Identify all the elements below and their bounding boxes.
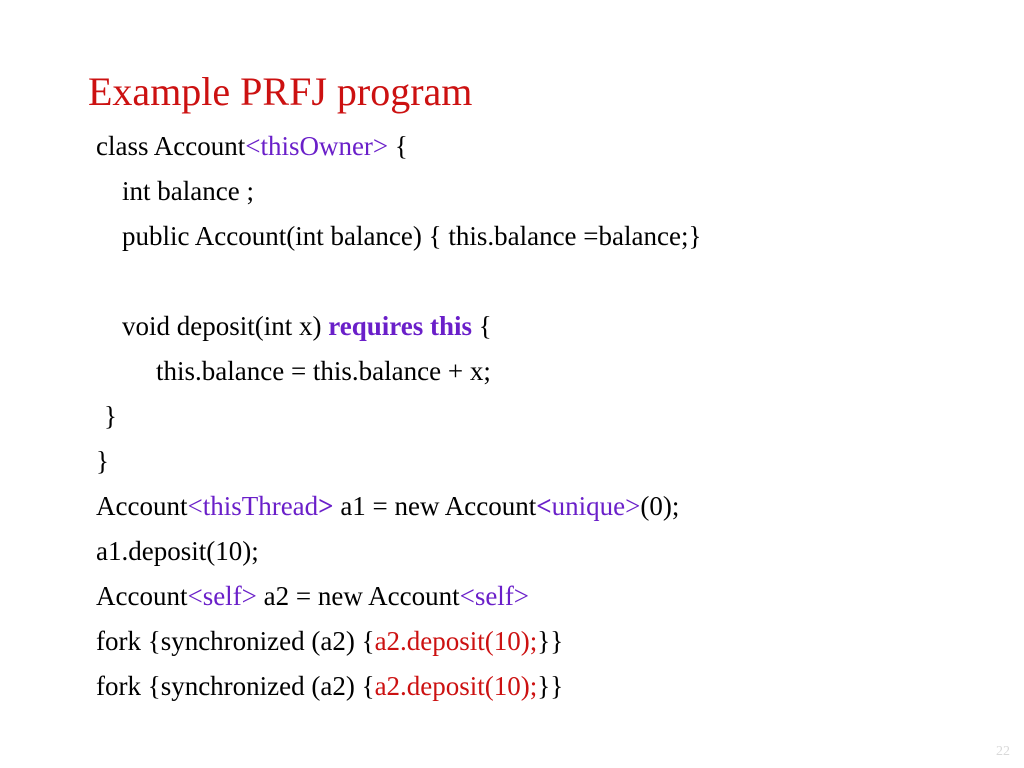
type-parameter-close: >: [318, 491, 334, 521]
type-parameter: unique>: [551, 491, 641, 521]
type-parameter: <self>: [187, 581, 257, 611]
code-text: Account: [96, 581, 188, 611]
code-line-10: [96, 529, 996, 574]
code-line-3: [96, 214, 996, 259]
code-line-1: [96, 124, 996, 169]
slide-title: Example PRFJ program: [88, 69, 473, 114]
code-text: {: [388, 131, 408, 161]
code-text: {: [472, 311, 492, 341]
code-line-2: [96, 169, 996, 214]
slide-number: 22: [996, 744, 1010, 759]
type-parameter-open: <: [536, 491, 552, 521]
code-line-8: [96, 439, 996, 484]
code-text: void deposit(int x): [122, 311, 329, 341]
method-call: a2.deposit(10);: [374, 626, 538, 656]
code-text: public Account(int balance) { this.balance =balance;}: [122, 221, 702, 251]
code-line-6: [96, 349, 996, 394]
code-block: [96, 124, 996, 709]
code-text: (0);: [640, 491, 680, 521]
code-text: }: [96, 446, 109, 476]
code-line-7: [96, 394, 996, 439]
code-text: fork {synchronized (a2) {: [96, 671, 375, 701]
code-text: }}: [537, 671, 564, 701]
code-line-12: [96, 619, 996, 664]
code-text: Account: [96, 491, 188, 521]
code-text: fork {synchronized (a2) {: [96, 626, 375, 656]
code-text: int balance ;: [122, 176, 254, 206]
code-text: class Account: [96, 131, 246, 161]
method-call: a2.deposit(10);: [374, 671, 538, 701]
code-line-9: [96, 484, 996, 529]
code-text: a1.deposit(10);: [96, 536, 259, 566]
code-line-5: [96, 304, 996, 349]
code-text: }}: [537, 626, 564, 656]
code-blank-line: [96, 259, 996, 304]
code-text: this.balance = this.balance + x;: [156, 356, 491, 386]
code-text: a1 = new Account: [333, 491, 537, 521]
type-parameter: <thisOwner>: [245, 131, 389, 161]
code-text: }: [104, 401, 117, 431]
code-text: a2 = new Account: [256, 581, 460, 611]
code-line-11: [96, 574, 996, 619]
type-parameter: <thisThread: [187, 491, 319, 521]
code-line-13: [96, 664, 996, 709]
requires-clause: requires this: [328, 311, 473, 341]
type-parameter: <self>: [459, 581, 530, 611]
